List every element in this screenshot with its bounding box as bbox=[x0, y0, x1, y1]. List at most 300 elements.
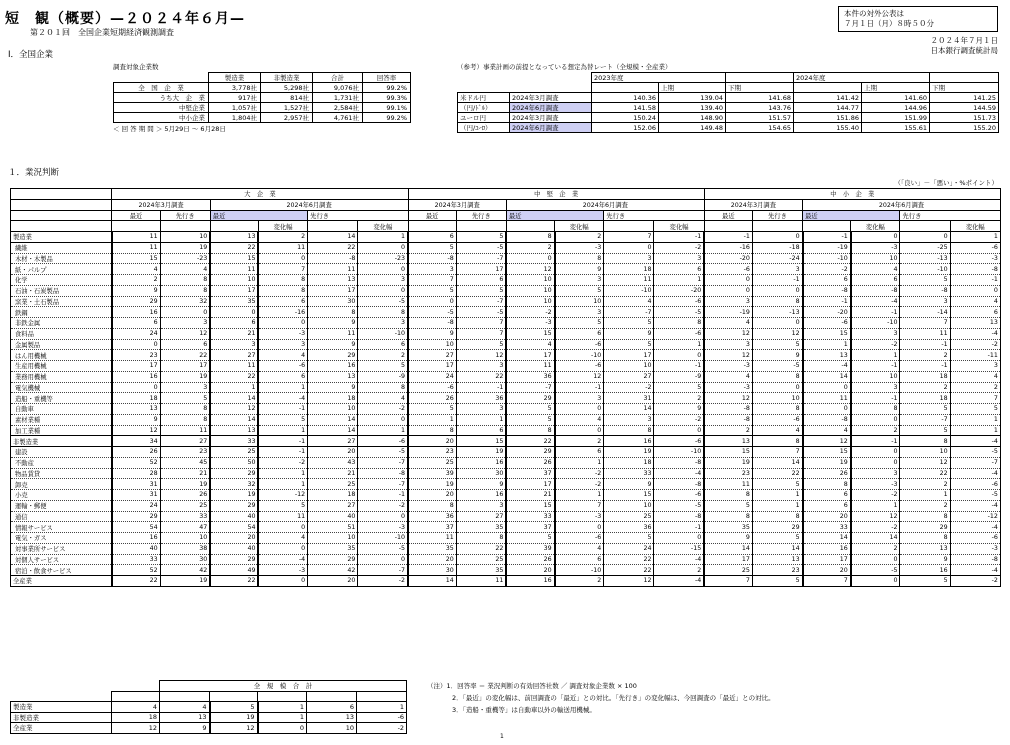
value-cell: 1 bbox=[950, 425, 1000, 436]
value-cell: 9 bbox=[900, 554, 950, 565]
value-cell: -5 bbox=[456, 242, 506, 253]
row-label: 製造業 bbox=[11, 232, 112, 243]
col-header-change: 変化幅 bbox=[555, 221, 604, 232]
value-cell: 15 bbox=[456, 436, 506, 447]
value-cell: 2 bbox=[112, 275, 160, 286]
value-cell: 38 bbox=[160, 543, 210, 554]
value-cell: 1 bbox=[258, 468, 307, 479]
value-cell: 39 bbox=[408, 468, 456, 479]
value-cell: -8 bbox=[654, 457, 704, 468]
value-cell: 8 bbox=[555, 253, 604, 264]
value-cell: -7 bbox=[900, 414, 950, 425]
value-cell: 0 bbox=[358, 264, 408, 275]
row-label: 全産業 bbox=[11, 723, 112, 734]
value-cell: 13 bbox=[307, 712, 357, 723]
value-cell: -1 bbox=[900, 339, 950, 350]
group-header: 中 小 企 業 bbox=[704, 189, 1000, 200]
value-cell: 26 bbox=[803, 468, 851, 479]
value-cell: -1 bbox=[555, 382, 604, 393]
row-label: 電気・ガス bbox=[11, 533, 112, 544]
value-cell: 0 bbox=[803, 382, 851, 393]
rate-cell: 148.90 bbox=[659, 113, 726, 123]
value-cell: 11 bbox=[408, 533, 456, 544]
col-header-recent: 最近 bbox=[408, 210, 456, 221]
release-notice bbox=[838, 6, 998, 32]
value-cell: 35 bbox=[704, 522, 752, 533]
value-cell: 3 bbox=[456, 500, 506, 511]
value-cell: 4 bbox=[555, 414, 604, 425]
value-cell: 7 bbox=[900, 318, 950, 329]
value-cell: -7 bbox=[604, 307, 654, 318]
row-label: 自動車 bbox=[11, 404, 112, 415]
value-cell: 33 bbox=[604, 468, 654, 479]
value-cell: -8 bbox=[704, 404, 752, 415]
value-cell: 31 bbox=[112, 479, 160, 490]
value-cell: 5 bbox=[456, 285, 506, 296]
value-cell: 2,584社 bbox=[313, 103, 363, 113]
row-label: うち大 企 業 bbox=[114, 93, 209, 103]
header-cell: 非製造業 bbox=[261, 73, 313, 83]
value-cell: 2 bbox=[900, 479, 950, 490]
value-cell: 23 bbox=[704, 468, 752, 479]
value-cell: 0 bbox=[851, 457, 900, 468]
value-cell: 99.2% bbox=[363, 83, 411, 93]
value-cell: 26 bbox=[112, 447, 160, 458]
value-cell: 10 bbox=[408, 339, 456, 350]
value-cell: 0 bbox=[752, 382, 802, 393]
value-cell: -8 bbox=[408, 318, 456, 329]
response-period: ＜ 回 答 期 間 ＞ 5月29日 ～ 6月28日 bbox=[113, 125, 226, 133]
value-cell: 35 bbox=[308, 543, 358, 554]
value-cell: -2 bbox=[506, 307, 554, 318]
value-cell: 2 bbox=[258, 232, 307, 243]
value-cell: 0 bbox=[604, 242, 654, 253]
value-cell: 8 bbox=[160, 414, 210, 425]
value-cell: 16 bbox=[112, 307, 160, 318]
value-cell: 12 bbox=[555, 371, 604, 382]
value-cell: 23 bbox=[408, 447, 456, 458]
value-cell: 0 bbox=[851, 414, 900, 425]
value-cell: 30 bbox=[160, 554, 210, 565]
rate-cell: 155.40 bbox=[794, 123, 862, 133]
half-header: 上期 bbox=[659, 83, 726, 93]
row-label: 食料品 bbox=[11, 328, 112, 339]
table-row bbox=[11, 425, 1001, 436]
value-cell: 6 bbox=[258, 296, 307, 307]
value-cell: -19 bbox=[704, 307, 752, 318]
value-cell: 14 bbox=[752, 457, 802, 468]
value-cell: 18 bbox=[308, 490, 358, 501]
value-cell: 5 bbox=[900, 425, 950, 436]
value-cell: 30 bbox=[308, 296, 358, 307]
value-cell: -3 bbox=[555, 242, 604, 253]
value-cell: 7 bbox=[555, 500, 604, 511]
value-cell: 19 bbox=[160, 576, 210, 587]
table-row bbox=[11, 275, 1001, 286]
value-cell: 36 bbox=[456, 393, 506, 404]
value-cell: 22 bbox=[308, 242, 358, 253]
value-cell: 0 bbox=[258, 318, 307, 329]
value-cell: -10 bbox=[654, 447, 704, 458]
value-cell: 25 bbox=[210, 447, 258, 458]
value-cell: -13 bbox=[900, 253, 950, 264]
value-cell: -1 bbox=[704, 232, 752, 243]
value-cell: 1 bbox=[258, 702, 307, 713]
value-cell: 29 bbox=[506, 393, 554, 404]
value-cell: 14 bbox=[752, 543, 802, 554]
fx-caption: （参考）事業計画の前提となっている想定為替レート（全規模・全産業） bbox=[457, 63, 672, 71]
value-cell: 9 bbox=[308, 318, 358, 329]
value-cell: -3 bbox=[851, 242, 900, 253]
table-row bbox=[11, 565, 1001, 576]
value-cell: 35 bbox=[456, 522, 506, 533]
value-cell: 33 bbox=[210, 436, 258, 447]
value-cell: 20 bbox=[408, 436, 456, 447]
col-header-change: 変化幅 bbox=[358, 221, 408, 232]
value-cell: 3 bbox=[358, 318, 408, 329]
value-cell: 5,298社 bbox=[261, 83, 313, 93]
value-cell: -5 bbox=[950, 490, 1000, 501]
value-cell: 1 bbox=[950, 414, 1000, 425]
value-cell: 40 bbox=[112, 543, 160, 554]
value-cell: -1 bbox=[950, 275, 1000, 286]
value-cell: 5 bbox=[456, 339, 506, 350]
value-cell: 24 bbox=[604, 543, 654, 554]
value-cell: 8 bbox=[358, 307, 408, 318]
value-cell: 52 bbox=[112, 457, 160, 468]
footnotes bbox=[427, 680, 775, 716]
value-cell: 0 bbox=[950, 285, 1000, 296]
value-cell: -1 bbox=[358, 490, 408, 501]
value-cell: 0 bbox=[900, 232, 950, 243]
col-header-recent: 最近 bbox=[112, 210, 160, 221]
footnote: （注）1．回答率 ＝ 業況判断の有効回答社数 ／ 調査対象企業数 × 100 bbox=[427, 682, 637, 690]
value-cell: 22 bbox=[160, 350, 210, 361]
value-cell: 2 bbox=[851, 543, 900, 554]
value-cell: 29 bbox=[752, 522, 802, 533]
issuer-text: 日本銀行調査統計局 bbox=[930, 46, 998, 55]
value-cell: 37 bbox=[408, 522, 456, 533]
value-cell: 9 bbox=[456, 479, 506, 490]
value-cell: 0 bbox=[258, 576, 307, 587]
section-heading: １．業況判断 bbox=[8, 168, 60, 178]
value-cell: -6 bbox=[704, 264, 752, 275]
value-cell: 7 bbox=[803, 576, 851, 587]
value-cell: 11 bbox=[210, 264, 258, 275]
blank-cell bbox=[803, 221, 851, 232]
value-cell: -1 bbox=[258, 404, 307, 415]
value-cell: 19 bbox=[408, 479, 456, 490]
value-cell: 4 bbox=[950, 371, 1000, 382]
value-cell: 40 bbox=[210, 543, 258, 554]
value-cell: 1,057社 bbox=[209, 103, 261, 113]
survey-label: 2024年6月調査 bbox=[510, 103, 592, 113]
table-row bbox=[11, 702, 407, 713]
value-cell: -16 bbox=[704, 242, 752, 253]
table-row bbox=[11, 576, 1001, 587]
value-cell: -8 bbox=[654, 479, 704, 490]
value-cell: 8 bbox=[752, 296, 802, 307]
survey-header: 2024年6月調査 bbox=[210, 199, 408, 210]
blank-cell bbox=[604, 221, 654, 232]
value-cell: 12 bbox=[604, 576, 654, 587]
value-cell: 11 bbox=[258, 242, 307, 253]
notice-line: 本件の対外公表は bbox=[844, 9, 904, 18]
value-cell: 0 bbox=[654, 425, 704, 436]
value-cell: 5 bbox=[604, 339, 654, 350]
value-cell: -7 bbox=[950, 457, 1000, 468]
table-row bbox=[11, 554, 1001, 565]
value-cell: 8 bbox=[258, 275, 307, 286]
row-label: はん用機械 bbox=[11, 350, 112, 361]
value-cell: 1 bbox=[555, 490, 604, 501]
value-cell: 26 bbox=[160, 490, 210, 501]
header-row bbox=[11, 221, 1001, 232]
value-cell: 0 bbox=[752, 318, 802, 329]
row-label: 卸売 bbox=[11, 479, 112, 490]
value-cell: -8 bbox=[408, 253, 456, 264]
value-cell: 32 bbox=[210, 479, 258, 490]
value-cell: 10 bbox=[307, 723, 357, 734]
row-label: 鉄鋼 bbox=[11, 307, 112, 318]
survey-label: 2024年3月調査 bbox=[510, 93, 592, 103]
value-cell: -1 bbox=[851, 393, 900, 404]
value-cell: 5 bbox=[604, 318, 654, 329]
value-cell: 8 bbox=[308, 307, 358, 318]
value-cell: 8 bbox=[900, 436, 950, 447]
table-row bbox=[11, 414, 1001, 425]
row-label: 運輸・郵便 bbox=[11, 500, 112, 511]
value-cell: -4 bbox=[950, 328, 1000, 339]
value-cell: 11 bbox=[900, 328, 950, 339]
value-cell: -5 bbox=[752, 361, 802, 372]
value-cell: -6 bbox=[654, 490, 704, 501]
col-header-recent: 最近 bbox=[506, 210, 603, 221]
value-cell: 27 bbox=[308, 500, 358, 511]
value-cell: -6 bbox=[654, 296, 704, 307]
value-cell: 15 bbox=[704, 447, 752, 458]
all-size-total-table bbox=[10, 680, 407, 734]
value-cell: 24 bbox=[408, 371, 456, 382]
value-cell: 7 bbox=[258, 264, 307, 275]
value-cell: 1 bbox=[654, 339, 704, 350]
value-cell: 12 bbox=[900, 457, 950, 468]
row-label: 素材業種 bbox=[11, 414, 112, 425]
value-cell: 29 bbox=[112, 296, 160, 307]
col-header-forecast: 先行き bbox=[604, 210, 704, 221]
value-cell: -8 bbox=[358, 468, 408, 479]
value-cell: 5 bbox=[210, 702, 258, 713]
value-cell: 5 bbox=[408, 285, 456, 296]
value-cell: -5 bbox=[358, 296, 408, 307]
page-subtitle: 第２０１回 全国企業短期経済観測調査 bbox=[30, 28, 174, 37]
table-row bbox=[11, 242, 1001, 253]
row-label: 紙・パルプ bbox=[11, 264, 112, 275]
value-cell: 29 bbox=[900, 522, 950, 533]
value-cell: 3 bbox=[456, 404, 506, 415]
rate-cell: 151.57 bbox=[726, 113, 794, 123]
value-cell: -13 bbox=[752, 307, 802, 318]
value-cell: -3 bbox=[950, 253, 1000, 264]
value-cell: 18 bbox=[112, 712, 160, 723]
value-cell: 2 bbox=[900, 350, 950, 361]
table-row bbox=[11, 712, 407, 723]
value-cell: 5 bbox=[506, 533, 554, 544]
value-cell: 0 bbox=[555, 404, 604, 415]
value-cell: 917社 bbox=[209, 93, 261, 103]
value-cell: -5 bbox=[654, 500, 704, 511]
value-cell: 2 bbox=[506, 242, 554, 253]
value-cell: 10 bbox=[851, 253, 900, 264]
value-cell: 13 bbox=[803, 350, 851, 361]
rate-cell: 151.86 bbox=[794, 113, 862, 123]
value-cell: 7 bbox=[950, 393, 1000, 404]
value-cell: -5 bbox=[456, 307, 506, 318]
value-cell: 20 bbox=[308, 576, 358, 587]
value-cell: 14 bbox=[308, 414, 358, 425]
value-cell: 5 bbox=[506, 414, 554, 425]
value-cell: 6 bbox=[803, 490, 851, 501]
value-cell: -1 bbox=[456, 382, 506, 393]
value-cell: -6 bbox=[950, 479, 1000, 490]
col-header-forecast: 先行き bbox=[308, 210, 408, 221]
value-cell: -3 bbox=[555, 511, 604, 522]
value-cell: 17 bbox=[506, 350, 554, 361]
value-cell: -7 bbox=[456, 253, 506, 264]
rate-cell: 152.06 bbox=[592, 123, 659, 133]
value-cell: 19 bbox=[604, 447, 654, 458]
value-cell: -16 bbox=[258, 307, 307, 318]
value-cell: 7 bbox=[752, 447, 802, 458]
value-cell: 5 bbox=[258, 414, 307, 425]
value-cell: 1 bbox=[258, 712, 307, 723]
value-cell: 10 bbox=[604, 361, 654, 372]
value-cell: 21 bbox=[210, 328, 258, 339]
value-cell: 6 bbox=[456, 425, 506, 436]
value-cell: -1 bbox=[851, 307, 900, 318]
value-cell: 0 bbox=[851, 232, 900, 243]
value-cell: 8 bbox=[604, 425, 654, 436]
value-cell: 21 bbox=[160, 468, 210, 479]
value-cell: 27 bbox=[604, 371, 654, 382]
value-cell: 15 bbox=[210, 253, 258, 264]
value-cell: -4 bbox=[258, 554, 307, 565]
header-cell: 製造業 bbox=[209, 73, 261, 83]
unit-note: （「良い」－「悪い」・%ポイント） bbox=[894, 179, 998, 187]
value-cell: 3 bbox=[555, 307, 604, 318]
value-cell: -6 bbox=[654, 328, 704, 339]
value-cell: 9 bbox=[112, 285, 160, 296]
value-cell: -1 bbox=[654, 522, 704, 533]
table-row bbox=[11, 264, 1001, 275]
value-cell: -2 bbox=[258, 457, 307, 468]
row-label: 中小企業 bbox=[114, 113, 209, 123]
value-cell: -4 bbox=[950, 565, 1000, 576]
currency-label: （円/ﾄﾞﾙ） bbox=[458, 103, 510, 113]
value-cell: 37 bbox=[506, 468, 554, 479]
value-cell: 814社 bbox=[261, 93, 313, 103]
value-cell: 22 bbox=[752, 468, 802, 479]
row-label: 情報サービス bbox=[11, 522, 112, 533]
value-cell: -8 bbox=[900, 285, 950, 296]
value-cell: 25 bbox=[308, 479, 358, 490]
value-cell: 15 bbox=[803, 447, 851, 458]
value-cell: 22 bbox=[604, 565, 654, 576]
value-cell: 22 bbox=[506, 436, 554, 447]
value-cell: -8 bbox=[851, 285, 900, 296]
value-cell: -8 bbox=[308, 253, 358, 264]
value-cell: -20 bbox=[704, 253, 752, 264]
value-cell: 17 bbox=[604, 350, 654, 361]
value-cell: 17 bbox=[408, 361, 456, 372]
value-cell: 10 bbox=[308, 404, 358, 415]
value-cell: 18 bbox=[604, 264, 654, 275]
value-cell: 4 bbox=[555, 543, 604, 554]
row-label: 金属製品 bbox=[11, 339, 112, 350]
value-cell: 0 bbox=[752, 232, 802, 243]
value-cell: -2 bbox=[851, 490, 900, 501]
rate-cell: 143.76 bbox=[726, 103, 794, 113]
value-cell: 11 bbox=[506, 361, 554, 372]
row-label: 非製造業 bbox=[11, 436, 112, 447]
value-cell: -10 bbox=[900, 264, 950, 275]
value-cell: 8 bbox=[900, 511, 950, 522]
value-cell: 17 bbox=[456, 264, 506, 275]
rate-cell: 141.58 bbox=[592, 103, 659, 113]
value-cell: 45 bbox=[160, 457, 210, 468]
value-cell: -20 bbox=[654, 285, 704, 296]
value-cell: 6 bbox=[358, 339, 408, 350]
value-cell: 4 bbox=[803, 425, 851, 436]
value-cell: 20 bbox=[408, 554, 456, 565]
value-cell: 5 bbox=[752, 479, 802, 490]
value-cell: 4 bbox=[506, 339, 554, 350]
value-cell: 8 bbox=[900, 533, 950, 544]
value-cell: -3 bbox=[506, 318, 554, 329]
value-cell: 5 bbox=[358, 361, 408, 372]
row-label: 生産用機械 bbox=[11, 361, 112, 372]
value-cell: 5 bbox=[456, 232, 506, 243]
value-cell: 4 bbox=[160, 702, 210, 713]
rate-cell: 141.42 bbox=[794, 93, 862, 103]
value-cell: 12 bbox=[704, 328, 752, 339]
value-cell: 14 bbox=[803, 371, 851, 382]
value-cell: 2 bbox=[950, 382, 1000, 393]
value-cell: 0 bbox=[654, 533, 704, 544]
value-cell: 5 bbox=[900, 404, 950, 415]
table-row bbox=[11, 436, 1001, 447]
rate-cell: 141.68 bbox=[726, 93, 794, 103]
rate-cell: 151.73 bbox=[930, 113, 999, 123]
value-cell: 3 bbox=[258, 339, 307, 350]
value-cell: 1 bbox=[654, 275, 704, 286]
value-cell: 49 bbox=[210, 565, 258, 576]
value-cell: 35 bbox=[456, 565, 506, 576]
value-cell: 5 bbox=[555, 285, 604, 296]
value-cell: 0 bbox=[506, 253, 554, 264]
value-cell: 1 bbox=[803, 339, 851, 350]
value-cell: 6 bbox=[258, 371, 307, 382]
value-cell: 17 bbox=[160, 361, 210, 372]
value-cell: 5 bbox=[900, 275, 950, 286]
value-cell: 22 bbox=[900, 468, 950, 479]
value-cell: 3 bbox=[851, 382, 900, 393]
value-cell: 15 bbox=[506, 500, 554, 511]
value-cell: 3 bbox=[210, 339, 258, 350]
table-caption: 調査対象企業数 bbox=[113, 63, 159, 71]
value-cell: 3 bbox=[704, 296, 752, 307]
value-cell: 0 bbox=[358, 242, 408, 253]
